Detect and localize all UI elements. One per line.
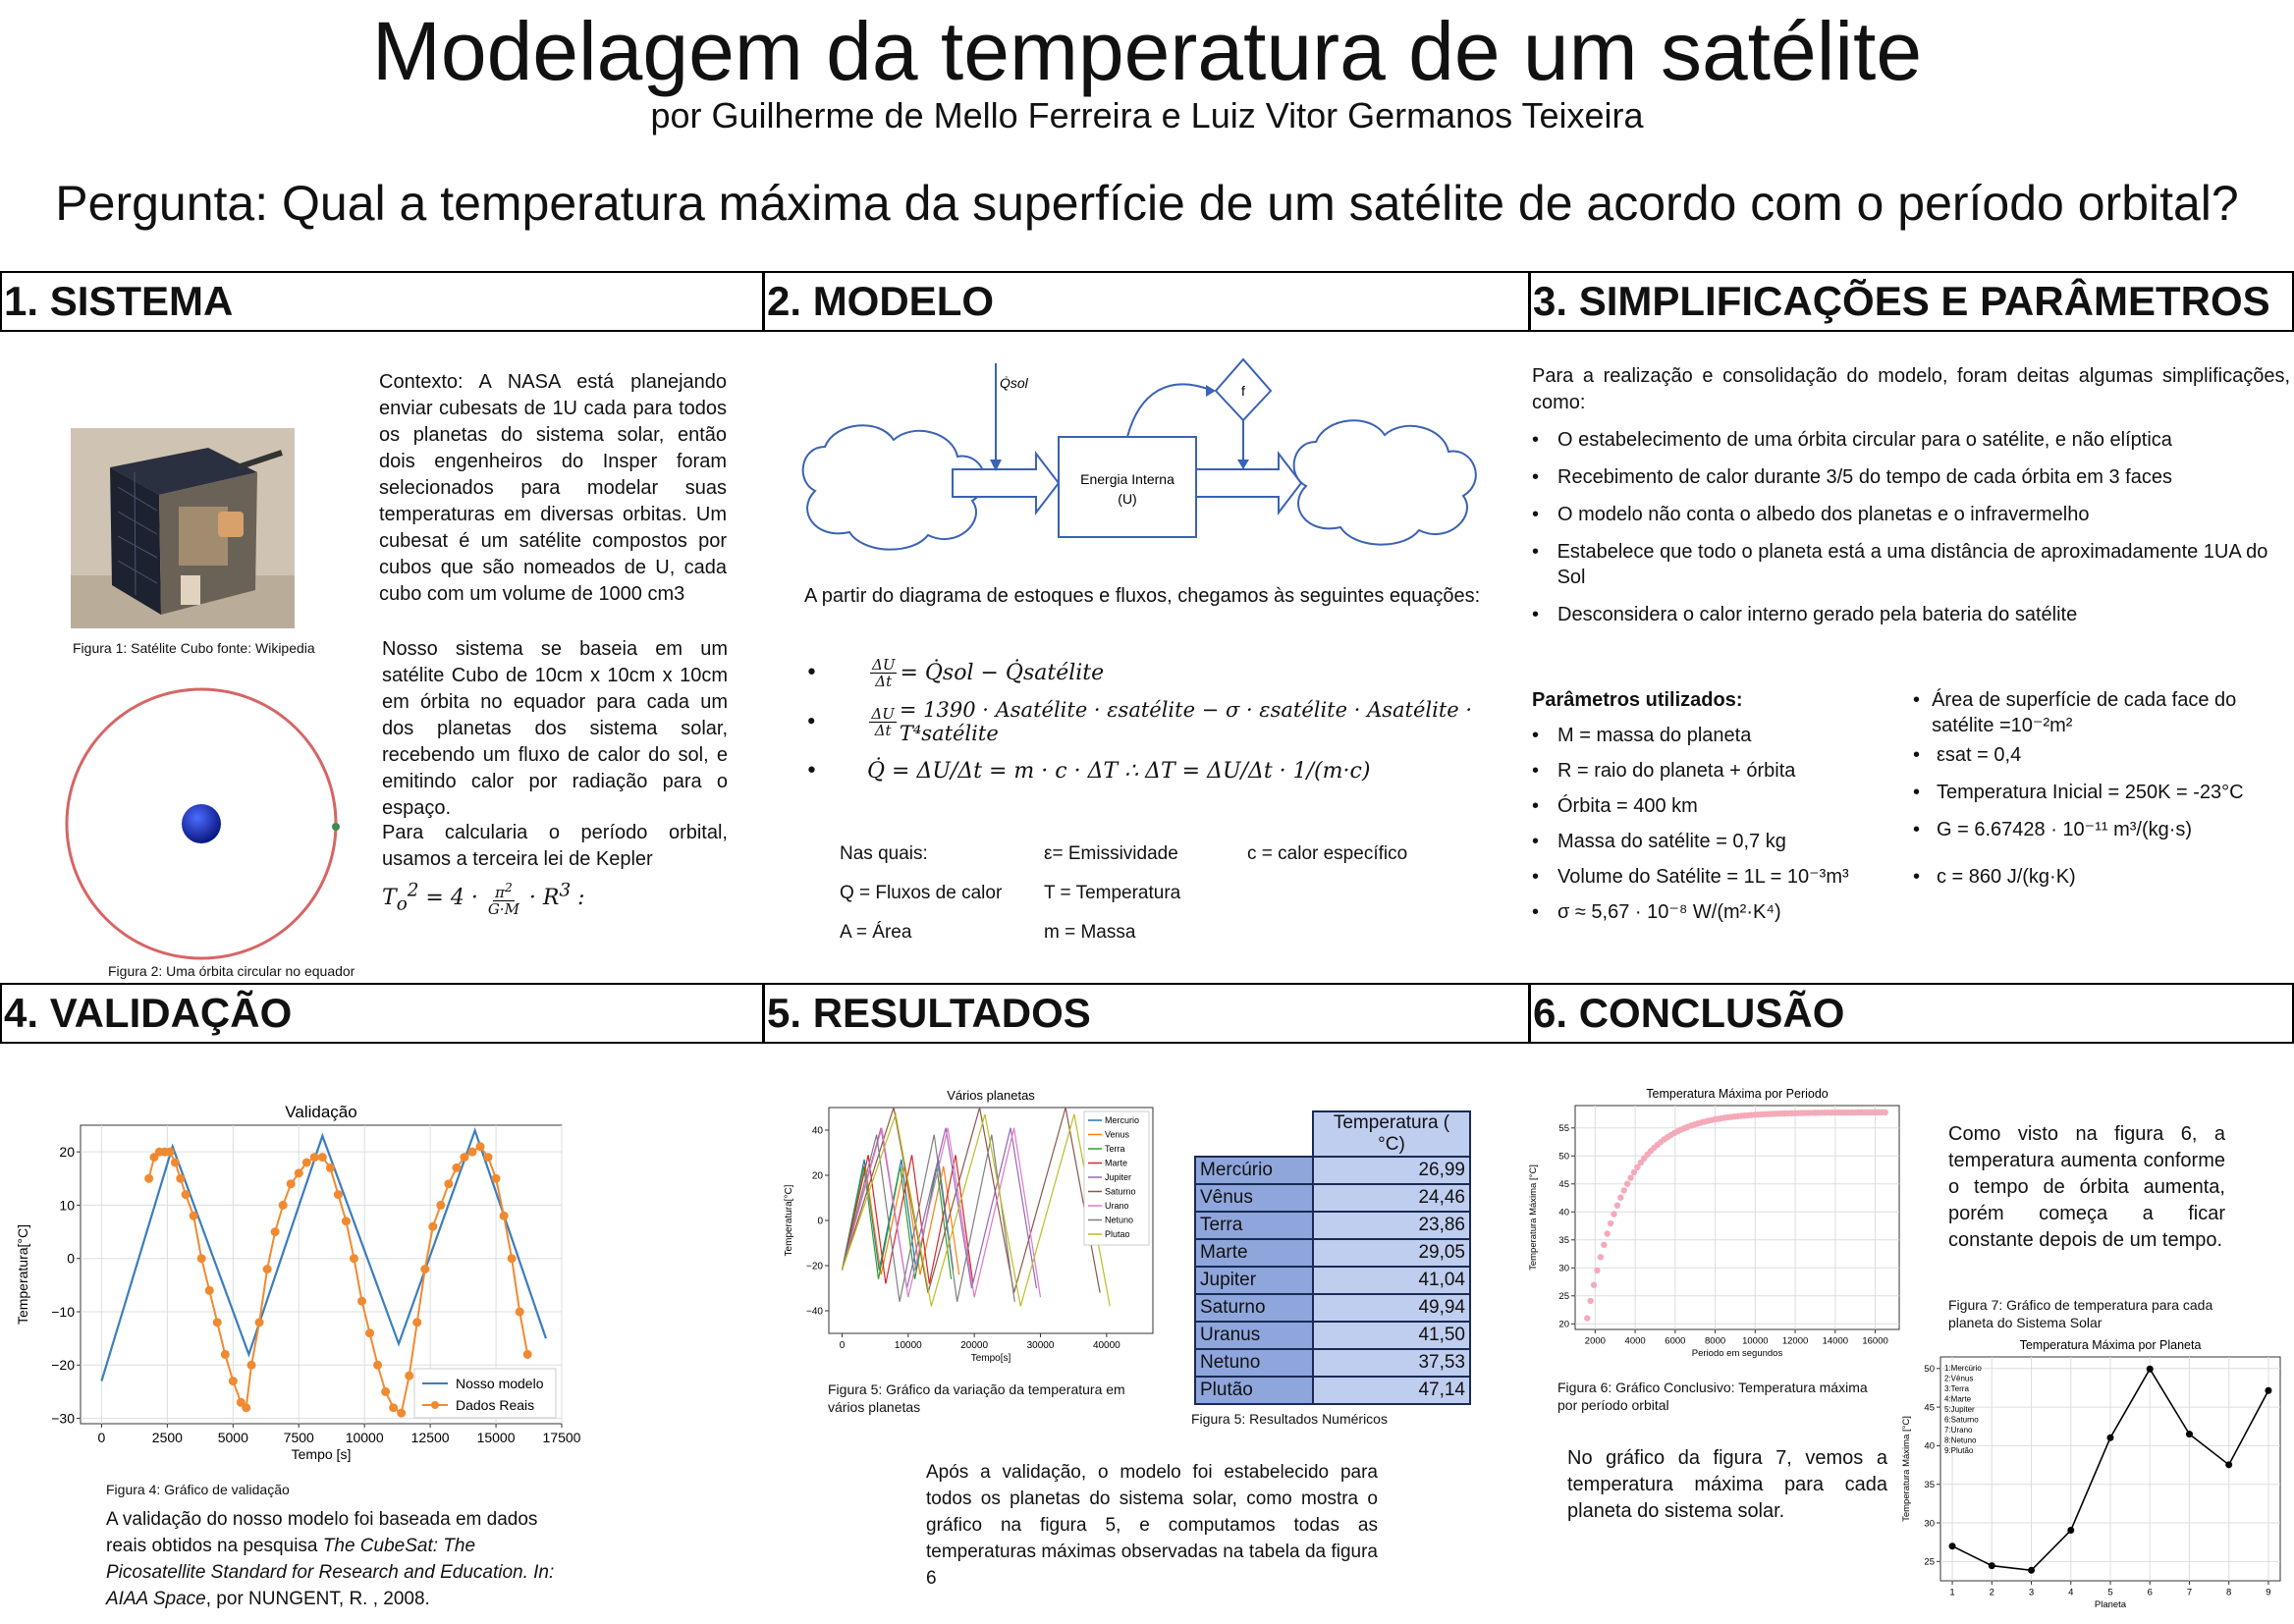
legend-label: Dados Reais	[456, 1397, 535, 1413]
y-tick-label: 20	[1558, 1319, 1569, 1330]
x-tick-label: 10000	[1742, 1335, 1769, 1347]
table-row: Jupiter 41,04	[1195, 1267, 1470, 1294]
planet-legend-label: 4:Marte	[1944, 1394, 1972, 1404]
poster-authors: por Guilherme de Mello Ferreira e Luiz Vitor Germanos Teixeira	[650, 95, 1644, 135]
cubesat-photo	[71, 428, 295, 628]
y-tick-label: 30	[1924, 1518, 1935, 1530]
legend-label: Netuno	[1105, 1215, 1134, 1225]
x-tick-label: 20000	[960, 1340, 989, 1351]
data-point	[1598, 1254, 1604, 1260]
planet-legend-label: 9:Plutão	[1944, 1446, 1974, 1455]
table-row: Marte 29,05	[1195, 1239, 1470, 1267]
y-tick-label: 40	[811, 1125, 823, 1137]
data-point-dados-reais	[182, 1190, 191, 1199]
data-point-dados-reais	[271, 1227, 280, 1236]
legend-label: Marte	[1105, 1158, 1128, 1168]
data-point-dados-reais	[428, 1222, 437, 1231]
data-point-dados-reais	[318, 1153, 327, 1162]
results-header: Temperatura ( °C)	[1313, 1111, 1470, 1157]
data-point	[1611, 1211, 1616, 1217]
x-tick-label: 15000	[476, 1430, 516, 1445]
table-row: Plutão 47,14	[1195, 1377, 1470, 1404]
kepler-paragraph: Para calcularia o período orbital, usamos a terceira lei de Kepler	[382, 822, 728, 870]
x-tick-label: 16000	[1862, 1335, 1888, 1347]
data-point	[2147, 1366, 2154, 1373]
planet-legend-label: 7:Urano	[1944, 1426, 1973, 1435]
fig6-caption: Figura 6: Gráfico Conclusivo: Temperatura máxima por período orbital	[1557, 1380, 1868, 1413]
legend-label: Nosso modelo	[456, 1376, 544, 1391]
y-tick-label: 25	[1558, 1291, 1569, 1303]
data-point	[1591, 1282, 1597, 1288]
simplificacao-item: • O modelo não conta o albedo dos planetas e o infravermelho	[1532, 504, 2090, 525]
y-axis-label: Temperatura Máxima [°C]	[1901, 1416, 1912, 1522]
data-point-dados-reais	[247, 1361, 256, 1370]
x-tick-label: 10000	[894, 1340, 922, 1351]
data-point-dados-reais	[412, 1318, 421, 1326]
x-tick-label: 5	[2107, 1587, 2113, 1598]
y-tick-label: 45	[1558, 1179, 1569, 1191]
legend-label: Saturno	[1105, 1186, 1136, 1197]
table-row: Terra 23,86	[1195, 1212, 1470, 1239]
fig1-caption: Figura 1: Satélite Cubo fonte: Wikipedia	[73, 640, 315, 656]
data-point-dados-reais	[460, 1153, 468, 1162]
data-point	[1601, 1242, 1607, 1248]
y-tick-label: −40	[806, 1306, 823, 1318]
data-point-dados-reais	[508, 1254, 517, 1263]
data-point	[2067, 1527, 2074, 1534]
legend-marker	[431, 1401, 439, 1409]
x-tick-label: 2500	[151, 1430, 183, 1445]
y-axis-label: Temperatura[°C]	[15, 1223, 30, 1326]
section-header-conclusao: 6. CONCLUSÃO	[1529, 983, 2294, 1044]
param-item: • M = massa do planeta	[1532, 725, 1752, 746]
data-point-dados-reais	[213, 1318, 222, 1326]
x-tick-label: 7500	[283, 1430, 314, 1445]
x-axis-label: Tempo[s]	[970, 1353, 1011, 1364]
section-header-sistema: 1. SISTEMA	[0, 271, 764, 332]
params-title: Parâmetros utilizados:	[1532, 689, 1743, 711]
y-tick-label: 40	[1558, 1207, 1569, 1218]
x-axis-label: Planeta	[2094, 1599, 2127, 1610]
data-point-dados-reais	[144, 1174, 153, 1183]
research-question: Pergunta: Qual a temperatura máxima da superfície de um satélite de acordo com o período orbital?	[55, 176, 2239, 231]
q-sol-label: Q̇sol	[1000, 375, 1028, 391]
planet-legend-label: 1:Mercúrio	[1944, 1364, 1982, 1373]
stock-label-1: Energia Interna	[1080, 471, 1174, 487]
data-point-dados-reais	[342, 1217, 351, 1225]
table-caption: Figura 5: Resultados Numéricos	[1191, 1411, 1388, 1427]
orbit-diagram	[59, 681, 346, 966]
data-point-dados-reais	[475, 1142, 484, 1151]
data-point-dados-reais	[255, 1318, 264, 1326]
data-point	[1604, 1230, 1610, 1236]
data-point-dados-reais	[365, 1328, 374, 1337]
y-tick-label: 30	[1558, 1263, 1569, 1274]
x-tick-label: 10000	[345, 1430, 384, 1445]
conclusao-fig6-paragraph: Como visto na figura 6, a temperatura aumenta conforme o tempo de órbita aumenta, porém começa a ficar constante depois de um tempo.	[1948, 1123, 2225, 1251]
data-point-dados-reais	[166, 1148, 175, 1157]
legend-label: Venus	[1105, 1129, 1130, 1140]
data-point-dados-reais	[484, 1153, 493, 1162]
validacao-chart	[14, 1090, 581, 1478]
x-tick-label: 2	[1989, 1587, 1994, 1598]
legend-label: Urano	[1105, 1201, 1129, 1211]
data-point-dados-reais	[197, 1254, 206, 1263]
params-left-list	[1532, 723, 1905, 935]
table-row: Uranus 41,50	[1195, 1322, 1470, 1349]
y-tick-label: 20	[59, 1144, 75, 1161]
data-point	[1621, 1187, 1627, 1193]
x-tick-label: 4	[2068, 1587, 2074, 1598]
param-item: • Temperatura Inicial = 250K = -23°C	[1913, 782, 2244, 803]
table-row: Netuno 37,53	[1195, 1349, 1470, 1377]
data-point-dados-reais	[171, 1159, 180, 1167]
stock-label-2: (U)	[1118, 491, 1137, 507]
equation-list	[805, 648, 1512, 795]
y-tick-label: 10	[59, 1197, 75, 1214]
simplificacoes-intro: Para a realização e consolidação do modelo, foram deitas algumas simplificações, como:	[1532, 365, 2290, 413]
y-tick-label: 45	[1924, 1402, 1935, 1414]
y-tick-label: −20	[51, 1357, 75, 1374]
data-point	[1949, 1543, 1956, 1549]
data-point-dados-reais	[176, 1174, 185, 1183]
data-point	[1989, 1562, 1995, 1569]
x-axis-label: Periodo em segundos	[1691, 1348, 1783, 1359]
y-tick-label: 55	[1558, 1123, 1569, 1135]
data-point-dados-reais	[444, 1179, 453, 1188]
data-point	[2186, 1431, 2193, 1437]
legend-label: Plutao	[1105, 1229, 1130, 1239]
data-point-dados-reais	[334, 1190, 343, 1199]
data-point	[1617, 1195, 1623, 1201]
param-item: • Órbita = 400 km	[1532, 795, 1698, 817]
x-tick-label: 8	[2226, 1587, 2232, 1598]
equation-3: • Q̇ = ΔU/Δt = m · c · ΔT ∴ ΔT = ΔU/Δt · 1/(m·c)	[805, 758, 1371, 784]
chart-title: Validação	[285, 1103, 357, 1121]
data-point-dados-reais	[405, 1372, 413, 1380]
y-tick-label: 35	[1558, 1235, 1569, 1247]
x-tick-label: 17500	[542, 1430, 581, 1445]
y-tick-label: −30	[51, 1410, 75, 1427]
param-item: • εsat = 0,4	[1913, 744, 2022, 766]
param-item: • G = 6.67428 · 10⁻¹¹ m³/(kg·s)	[1913, 819, 2193, 840]
y-tick-label: 50	[1558, 1151, 1569, 1163]
section-header-resultados: 5. RESULTADOS	[763, 983, 1530, 1044]
chart-title: Vários planetas	[947, 1088, 1035, 1103]
legend-label: Jupiter	[1105, 1172, 1132, 1182]
data-point-dados-reais	[523, 1350, 532, 1359]
y-tick-label: 40	[1924, 1440, 1935, 1452]
data-point-dados-reais	[229, 1377, 238, 1385]
param-item: • Área de superfície de cada face do satélite =10⁻²m²	[1913, 689, 2237, 736]
kepler-equation: $T_o^2 = 4$ · $\frac{\pi^2}{G\cdot M}$ · $R^3$ :	[382, 880, 585, 918]
data-point	[1587, 1298, 1593, 1304]
param-item: • Volume do Satélite = 1L = 10⁻³m³	[1532, 866, 1849, 888]
fig4-caption: Figura 4: Gráfico de validação	[106, 1482, 290, 1497]
x-tick-label: 6000	[1665, 1335, 1686, 1347]
x-tick-label: 6	[2147, 1587, 2153, 1598]
x-tick-label: 0	[839, 1340, 846, 1351]
stock-flow-diagram	[795, 353, 1502, 560]
x-tick-label: 12000	[1781, 1335, 1809, 1347]
data-point	[1614, 1203, 1620, 1209]
data-point	[2225, 1461, 2232, 1468]
temp-max-periodo-chart	[1526, 1086, 1911, 1367]
legend-label: Mercurio	[1105, 1115, 1140, 1125]
data-point-dados-reais	[279, 1201, 288, 1210]
data-point-dados-reais	[500, 1212, 509, 1220]
data-point-dados-reais	[492, 1174, 501, 1183]
varios-planetas-chart	[780, 1086, 1163, 1373]
equation-2: • $\frac{\Delta U}{\Delta t}$ = 1390 · Asatélite · εsatélite − σ · εsatélite · Asatélite · T⁴satélite	[805, 698, 1473, 745]
data-point-dados-reais	[287, 1179, 296, 1188]
planet-legend-label: 8:Netuno	[1944, 1435, 1977, 1445]
param-item: • c = 860 J/(kg·K)	[1913, 866, 2076, 888]
x-tick-label: 5000	[217, 1430, 248, 1445]
x-tick-label: 2000	[1584, 1335, 1606, 1347]
section-header-modelo: 2. MODELO	[763, 271, 1530, 332]
x-tick-label: 0	[97, 1430, 106, 1445]
data-point-dados-reais	[436, 1201, 445, 1210]
data-point-dados-reais	[389, 1403, 398, 1412]
data-point-dados-reais	[295, 1168, 303, 1177]
planet-legend-label: 3:Terra	[1944, 1384, 1969, 1393]
section-header-simplificacoes: 3. SIMPLIFICAÇÕES E PARÂMETROS	[1529, 271, 2294, 332]
params-right-list	[1913, 687, 2290, 901]
data-point-dados-reais	[326, 1164, 335, 1172]
y-tick-label: 25	[1924, 1556, 1935, 1568]
planet-legend-label: 2:Vênus	[1944, 1374, 1974, 1383]
x-axis-label: Tempo [s]	[291, 1446, 352, 1462]
x-tick-label: 12500	[410, 1430, 450, 1445]
y-tick-label: 50	[1924, 1364, 1935, 1376]
x-tick-label: 3	[2028, 1587, 2035, 1598]
param-item: • σ ≈ 5,67 · 10⁻⁸ W/(m²·K⁴)	[1532, 901, 1781, 923]
fig5-caption: Figura 5: Gráfico da variação da temperatura em vários planetas	[828, 1381, 1125, 1415]
x-tick-label: 7	[2186, 1587, 2193, 1598]
context-paragraph: Contexto: A NASA está planejando enviar cubesats de 1U cada para todos os planetas do sistema solar, então dois engenheiros do Insper foram selecionados para modelar suas temperaturas em diversas orbitas. Um cubesat é um satélite compostos por cubos que são nomeados de U, cada cubo com um volume de 1000 cm3	[379, 371, 727, 605]
simplificacao-item: • O estabelecimento de uma órbita circular para o satélite, e não elíptica	[1532, 429, 2172, 451]
x-tick-label: 8000	[1705, 1335, 1726, 1347]
data-point	[2028, 1567, 2035, 1574]
data-point-dados-reais	[452, 1164, 461, 1172]
simplificacoes-list	[1532, 427, 2290, 627]
data-point-dados-reais	[242, 1403, 250, 1412]
results-table	[1194, 1110, 1471, 1405]
legend-label: Terra	[1105, 1144, 1125, 1154]
chart-title: Temperatura Máxima por Periodo	[1646, 1087, 1829, 1101]
data-point-dados-reais	[205, 1286, 214, 1295]
fig2-caption: Figura 2: Uma órbita circular no equador	[108, 963, 355, 979]
param-item: • R = raio do planeta + órbita	[1532, 760, 1796, 782]
data-point	[1608, 1220, 1613, 1226]
simplificacao-item: • Recebimento de calor durante 3/5 do tempo de cada órbita em 3 faces	[1532, 466, 2172, 488]
data-point-dados-reais	[516, 1308, 524, 1317]
planet-legend-label: 5:Jupiter	[1944, 1405, 1975, 1414]
x-tick-label: 14000	[1822, 1335, 1849, 1347]
y-axis-label: Temperatura[°C]	[784, 1184, 794, 1257]
table-row: Vênus 24,46	[1195, 1184, 1470, 1212]
simplificacao-item: • Estabelece que todo o planeta está a uma distância de aproximadamente 1UA do Sol	[1532, 541, 2268, 588]
data-point	[1594, 1268, 1600, 1273]
system-paragraph: Nosso sistema se baseia em um satélite Cubo de 10cm x 10cm x 10cm em órbita no equador para cada um dos planetas dos sistema solar, recebendo um fluxo de calor do sol, e emitindo calor por radiação para o espaço.	[382, 638, 728, 819]
y-tick-label: 35	[1924, 1480, 1935, 1491]
x-tick-label: 40000	[1092, 1340, 1120, 1351]
y-tick-label: 0	[67, 1250, 75, 1267]
section-header-validacao: 4. VALIDAÇÃO	[0, 983, 764, 1044]
data-point-dados-reais	[467, 1148, 476, 1157]
temp-max-planeta-chart	[1897, 1337, 2290, 1618]
data-point-dados-reais	[310, 1153, 319, 1162]
y-tick-label: −10	[51, 1303, 75, 1320]
data-point	[1584, 1315, 1590, 1321]
equation-1: • $\frac{\Delta U}{\Delta t}$ = Q̇sol − Q̇satélite	[805, 655, 1105, 690]
conclusao-fig7-paragraph: No gráfico da figura 7, vemos a temperatura máxima para cada planeta do sistema solar.	[1567, 1447, 1887, 1522]
y-tick-label: 0	[817, 1216, 823, 1227]
data-point-dados-reais	[190, 1212, 198, 1220]
data-point-dados-reais	[350, 1254, 358, 1263]
data-point-dados-reais	[373, 1361, 382, 1370]
data-point	[1624, 1181, 1630, 1187]
data-point	[1627, 1174, 1633, 1180]
data-point	[1883, 1110, 1888, 1115]
data-point-dados-reais	[381, 1387, 390, 1396]
fig7-caption: Figura 7: Gráfico de temperatura para cada planeta do Sistema Solar	[1948, 1297, 2213, 1330]
data-point-dados-reais	[302, 1159, 311, 1167]
x-tick-label: 1	[1949, 1587, 1955, 1598]
data-point	[2107, 1435, 2114, 1441]
data-point-dados-reais	[420, 1265, 429, 1273]
simplificacao-item: • Desconsidera o calor interno gerado pela bateria do satélite	[1532, 604, 2078, 625]
data-point-dados-reais	[357, 1297, 366, 1306]
data-point-dados-reais	[263, 1265, 272, 1273]
y-tick-label: −20	[806, 1261, 823, 1272]
resultados-paragraph: Após a validação, o modelo foi estabelecido para todos os planetas do sistema solar, como mostra o gráfico na figura 5, e computamos todas as temperaturas máximas observadas na tabela da figura 6	[926, 1462, 1378, 1589]
x-tick-label: 4000	[1624, 1335, 1646, 1347]
data-point-dados-reais	[397, 1409, 406, 1418]
y-tick-label: 20	[811, 1170, 823, 1182]
planet-legend-label: 6:Saturno	[1944, 1415, 1979, 1425]
table-row: Mercúrio 26,99	[1195, 1157, 1470, 1184]
data-point-dados-reais	[221, 1350, 230, 1359]
param-item: • Massa do satélite = 0,7 kg	[1532, 831, 1786, 852]
x-tick-label: 9	[2266, 1587, 2271, 1598]
data-point	[2265, 1387, 2271, 1394]
table-row: Saturno 49,94	[1195, 1294, 1470, 1322]
validacao-paragraph: A validação do nosso modelo foi baseada em dados reais obtidos na pesquisa The CubeSat: The Picosatellite Standard for Research and Education. In: AIAA Space, por NUNGENT, R. , 2008.	[106, 1509, 555, 1609]
f-label: f	[1241, 383, 1245, 399]
y-axis-label: Temperatura Máxima [°C]	[1528, 1164, 1539, 1271]
modelo-intro: A partir do diagrama de estoques e fluxos, chegamos às seguintes equações:	[804, 585, 1481, 607]
chart-title: Temperatura Máxima por Planeta	[2019, 1338, 2202, 1352]
poster-title: Modelagem da temperatura de um satélite	[371, 5, 1923, 97]
x-tick-label: 30000	[1026, 1340, 1055, 1351]
